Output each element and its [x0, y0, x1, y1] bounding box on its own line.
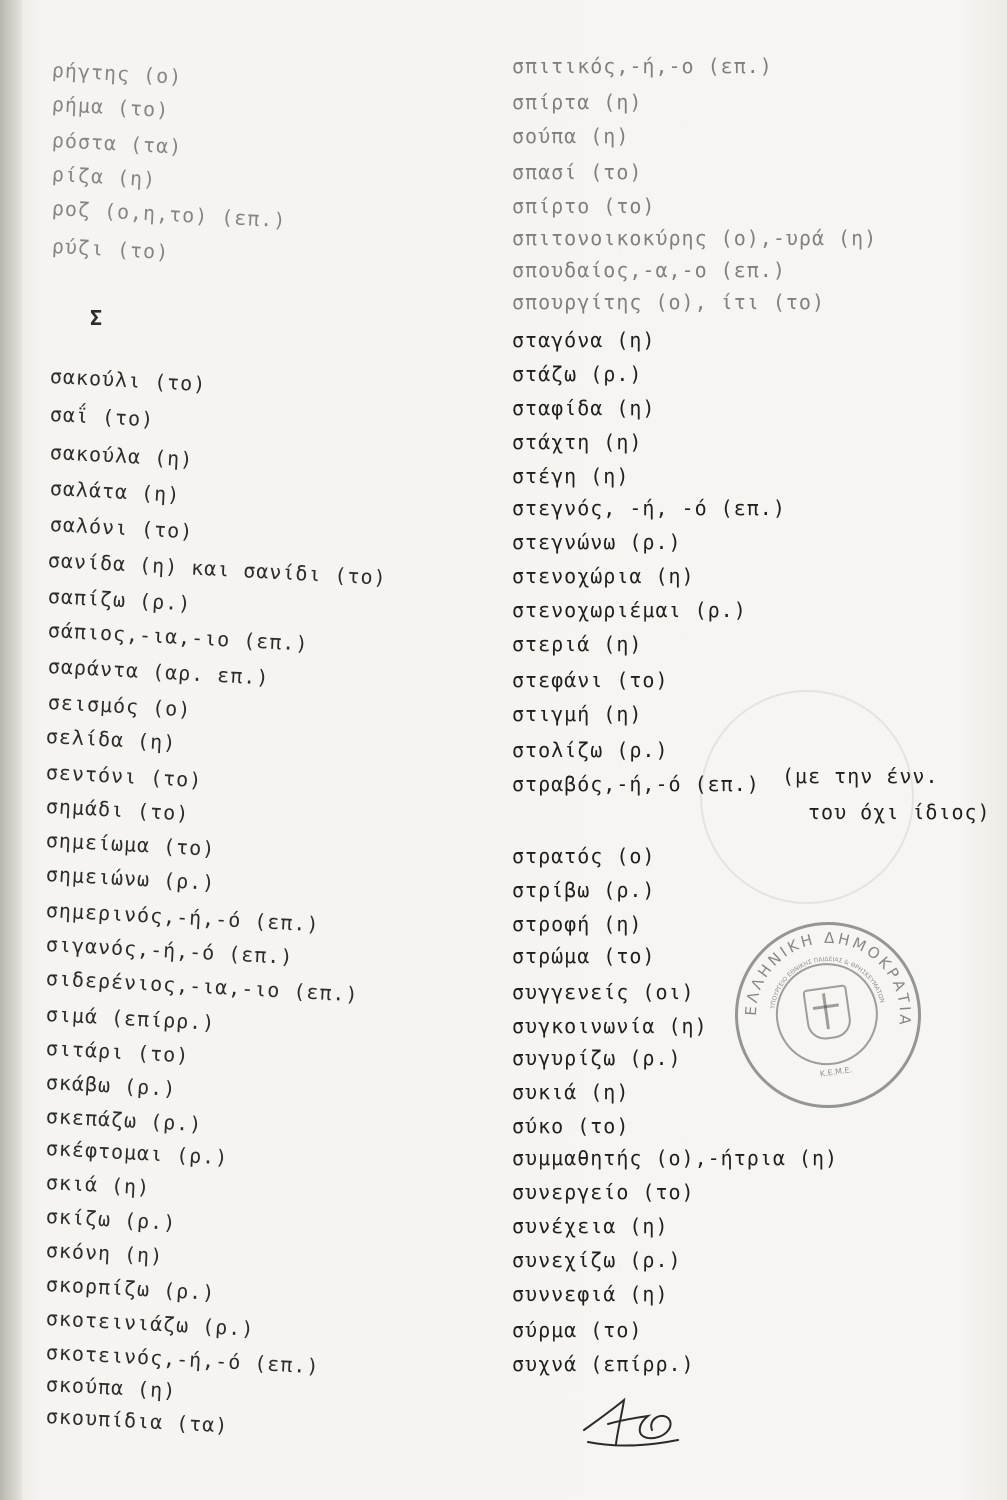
left-entry: ροζ (ο,η,το) (επ.) [51, 196, 288, 233]
right-entry: σπουδαίος,-α,-ο (επ.) [512, 258, 786, 282]
left-entry: ρίζα (η) [51, 162, 157, 192]
stamp-inner-text: ΥΠΟΥΡΓΕΙΟ ΕΘΝΙΚΗΣ ΠΑΙΔΕΙΑΣ & ΘΡΗΣΚΕΥΜΑΤΩΝ [769, 955, 886, 1010]
left-entry: σκέφτομαι (ρ.) [45, 1136, 229, 1170]
left-entry: σκουπίδια (τα) [45, 1404, 229, 1438]
left-entry: ρήμα (το) [51, 92, 170, 123]
right-entry: στεγνώνω (ρ.) [512, 530, 682, 554]
right-entry: στάχτη (η) [512, 430, 643, 454]
left-entry: σαλάτα (η) [49, 476, 181, 507]
right-entry: συμμαθητής (ο),-ήτρια (η) [512, 1146, 839, 1170]
left-entry: σαράντα (αρ. επ.) [47, 654, 271, 690]
left-entry: σκόνη (η) [45, 1238, 164, 1269]
right-entry: σπιτονοικοκύρης (ο),-υρά (η) [512, 226, 878, 250]
left-entry: ρύζι (το) [51, 234, 170, 265]
right-entry: στέγη (η) [512, 464, 630, 488]
left-entry: σημερινός,-ή,-ό (επ.) [45, 898, 321, 937]
right-entry: στεγνός, -ή, -ό (επ.) [512, 496, 786, 520]
right-entry: συνεχίζω (ρ.) [512, 1248, 682, 1272]
left-entry: ρόστα (τα) [51, 128, 183, 159]
left-entry: σάπιος,-ια,-ιο (επ.) [47, 618, 310, 656]
right-entry: σπίρτο (το) [512, 194, 656, 218]
right-entry: στραβός,-ή,-ό (επ.) [512, 772, 760, 796]
right-entry: συνέχεια (η) [512, 1214, 669, 1238]
right-entry: συχνά (επίρρ.) [512, 1352, 695, 1376]
left-entry: σακούλα (η) [49, 440, 194, 472]
left-entry: σαΐ (το) [49, 402, 155, 432]
left-entry: σαπίζω (ρ.) [47, 584, 192, 616]
left-entry: σελίδα (η) [45, 724, 177, 755]
right-entry: στεφάνι (το) [512, 668, 669, 692]
bleed-through-stamp [700, 690, 914, 904]
annotation-line-1: (με την ένν. [782, 764, 939, 788]
right-entry: στενοχώρια (η) [512, 564, 695, 588]
right-entry: συκιά (η) [512, 1080, 630, 1104]
left-entry: σεντόνι (το) [45, 760, 203, 793]
right-entry: σούπα (η) [512, 124, 630, 148]
left-entry: σημείωμα (το) [45, 828, 216, 861]
left-entry: σιτάρι (το) [45, 1036, 190, 1068]
right-entry: στρατός (ο) [512, 844, 656, 868]
right-entry: στεριά (η) [512, 632, 643, 656]
left-entry: σκίζω (ρ.) [45, 1204, 177, 1235]
left-entry: σακούλι (το) [49, 364, 207, 397]
right-entry: συνεργείο (το) [512, 1180, 695, 1204]
right-entry: συγυρίζω (ρ.) [512, 1046, 682, 1070]
left-entry: σημάδι (το) [45, 794, 190, 826]
stamp-bottom-text: Κ.Ε.Μ.Ε. [819, 1065, 853, 1079]
right-entry: στρίβω (ρ.) [512, 878, 656, 902]
left-entry: σκοτεινός,-ή,-ό (επ.) [45, 1340, 321, 1379]
right-entry: σπουργίτης (ο), ίτι (το) [512, 290, 825, 314]
annotation-line-2: του όχι ίδιος) [808, 800, 991, 824]
right-entry: συννεφιά (η) [512, 1282, 669, 1306]
right-entry: συγγενείς (οι) [512, 980, 695, 1004]
left-entry: σημειώνω (ρ.) [45, 862, 216, 895]
left-entry: σιγανός,-ή,-ό (επ.) [45, 932, 295, 969]
left-entry: σαλόνι (το) [49, 512, 194, 544]
right-entry: στολίζω (ρ.) [512, 738, 669, 762]
right-entry: σύρμα (το) [512, 1318, 643, 1342]
left-entry: σκεπάζω (ρ.) [45, 1104, 203, 1137]
stamp-outer-text: ΕΛΛΗΝΙΚΗ ΔΗΜΟΚΡΑΤΙΑ [741, 928, 915, 1029]
right-entry: στιγμή (η) [512, 702, 643, 726]
right-entry: σπίρτα (η) [512, 90, 643, 114]
left-entry: σκούπα (η) [45, 1372, 177, 1403]
right-entry: στενοχωριέμαι (ρ.) [512, 598, 747, 622]
right-entry: στροφή (η) [512, 912, 643, 936]
signature-icon [578, 1390, 688, 1454]
left-entry: σκοτεινιάζω (ρ.) [45, 1306, 255, 1341]
left-entry: σανίδα (η) και σανίδι (το) [47, 548, 388, 590]
right-entry: σταφίδα (η) [512, 396, 656, 420]
page-binding-edge [0, 0, 22, 1500]
section-letter: Σ [90, 306, 104, 330]
right-entry: στάζω (ρ.) [512, 362, 643, 386]
left-entry: σκορπίζω (ρ.) [45, 1272, 216, 1305]
left-entry: σιδερένιος,-ια,-ιο (επ.) [45, 966, 360, 1007]
left-entry: σκάβω (ρ.) [45, 1070, 177, 1101]
left-entry: ρήγτης (ο) [51, 58, 183, 89]
right-entry: σπιτικός,-ή,-ο (επ.) [512, 54, 773, 78]
right-entry: στρώμα (το) [512, 944, 656, 968]
right-entry: σπασί (το) [512, 160, 643, 184]
left-entry: σεισμός (ο) [47, 690, 192, 722]
right-entry: σταγόνα (η) [512, 328, 656, 352]
left-entry: σκιά (η) [45, 1170, 151, 1200]
right-entry: σύκο (το) [512, 1114, 630, 1138]
left-entry: σιμά (επίρρ.) [45, 1002, 216, 1035]
official-stamp [723, 910, 933, 1120]
right-entry: συγκοινωνία (η) [512, 1014, 708, 1038]
